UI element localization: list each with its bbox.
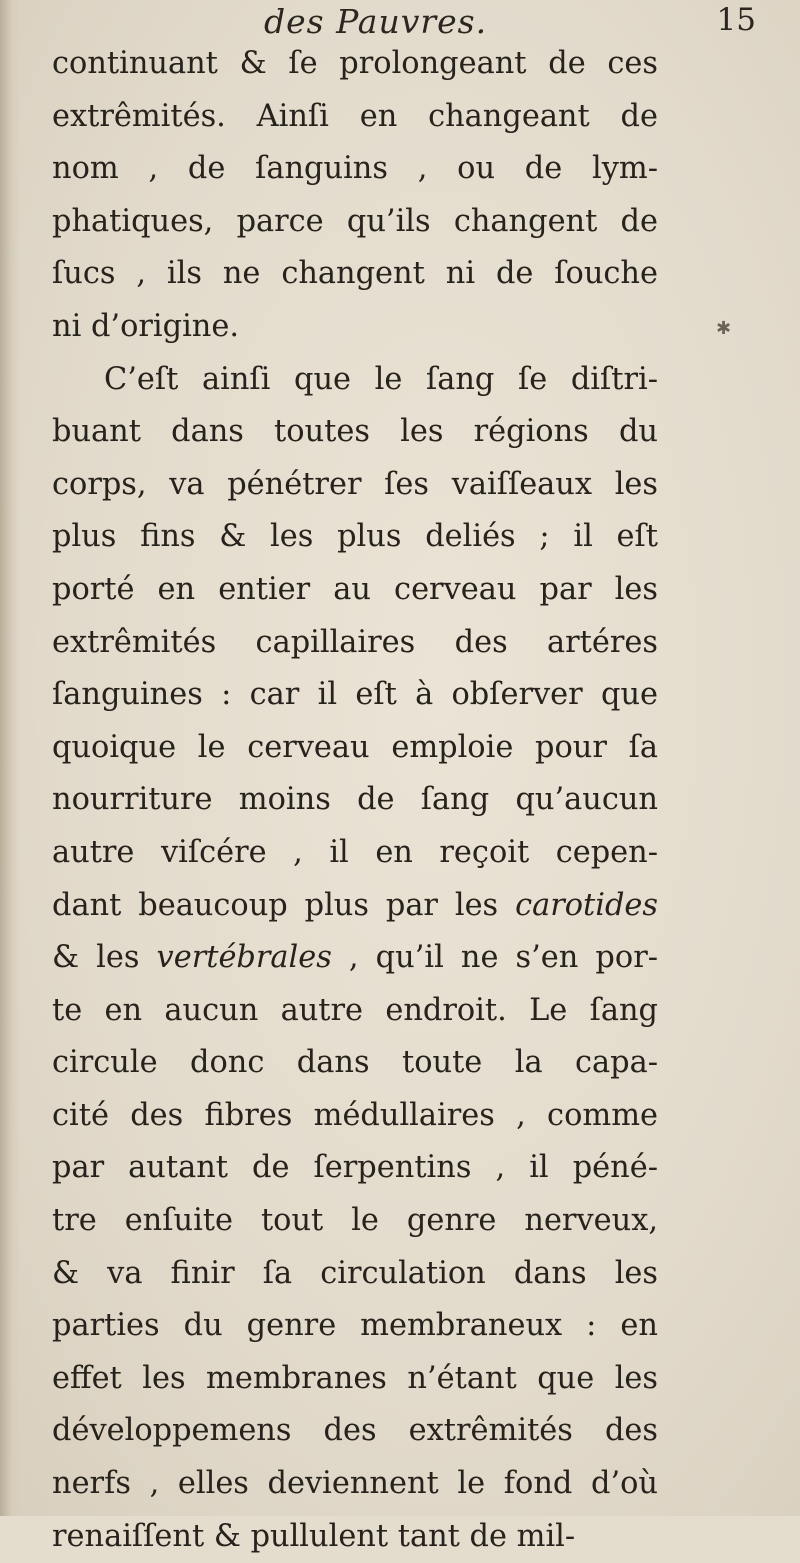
text-line: & va finir ſa circulation dans les: [52, 1255, 658, 1291]
text-line-with-italic: [52, 932, 658, 985]
body-text: [52, 38, 658, 1563]
text-segment: dant beaucoup plus par les: [52, 887, 499, 923]
text-line: ſucs , ils ne changent ni de ſouche: [52, 256, 658, 292]
italic-term-vertebrales: vertébrales: [156, 940, 332, 976]
text-line: phatiques, parce qu’ils changent de: [52, 203, 658, 239]
text-line: extrêmités capillaires des artéres: [52, 624, 658, 660]
text-line: par autant de ſerpentins , il péné-: [52, 1150, 658, 1186]
page-header: [52, 0, 772, 40]
text-line: extrêmités. Ainſi en changeant de: [52, 98, 658, 134]
page-gutter-shadow: [0, 0, 20, 1516]
italic-term-carotides: carotides: [515, 887, 658, 923]
text-line: C’eſt ainſi que le ſang ſe diſtri-: [104, 361, 658, 397]
text-line-with-italic: [52, 880, 658, 933]
text-line: circule donc dans toute la capa-: [52, 1045, 658, 1081]
text-line: plus fins & les plus deliés ; il eſt: [52, 519, 658, 555]
text-segment: , qu’il ne s’en por-: [348, 940, 658, 976]
text-line: buant dans toutes les régions du: [52, 414, 658, 450]
text-line: cité des fibres médullaires , comme: [52, 1097, 658, 1133]
text-line: développemens des extrêmités des: [52, 1413, 658, 1449]
text-line: tre enſuite tout le genre nerveux,: [52, 1203, 658, 1239]
text-line: te en aucun autre endroit. Le ſang: [52, 992, 658, 1028]
text-segment: & les: [52, 940, 140, 976]
text-line: nourriture moins de ſang qu’aucun: [52, 782, 658, 818]
text-line: porté en entier au cerveau par les: [52, 571, 658, 607]
text-line: nom , de ſanguins , ou de lym-: [52, 151, 658, 187]
margin-speck: ✱: [716, 318, 732, 339]
page-number: 15: [716, 2, 756, 38]
text-line: effet les membranes n’étant que les: [52, 1360, 658, 1396]
text-line: nerfs , elles deviennent le fond d’où: [52, 1466, 658, 1502]
text-line: corps, va pénétrer ſes vaiſſeaux les: [52, 466, 658, 502]
text-line: renaiſſent & pullulent tant de mil-: [52, 1518, 576, 1554]
text-line: ni d’origine.: [52, 308, 240, 344]
text-line: ſanguines : car il eſt à obſerver que: [52, 677, 658, 713]
text-line: quoique le cerveau emploie pour ſa: [52, 729, 658, 765]
text-line: continuant & ſe prolongeant de ces: [52, 46, 658, 81]
running-title: des Pauvres.: [264, 2, 488, 41]
text-line: parties du genre membraneux : en: [52, 1308, 658, 1344]
text-line: autre viſcére , il en reçoit cepen-: [52, 834, 658, 870]
